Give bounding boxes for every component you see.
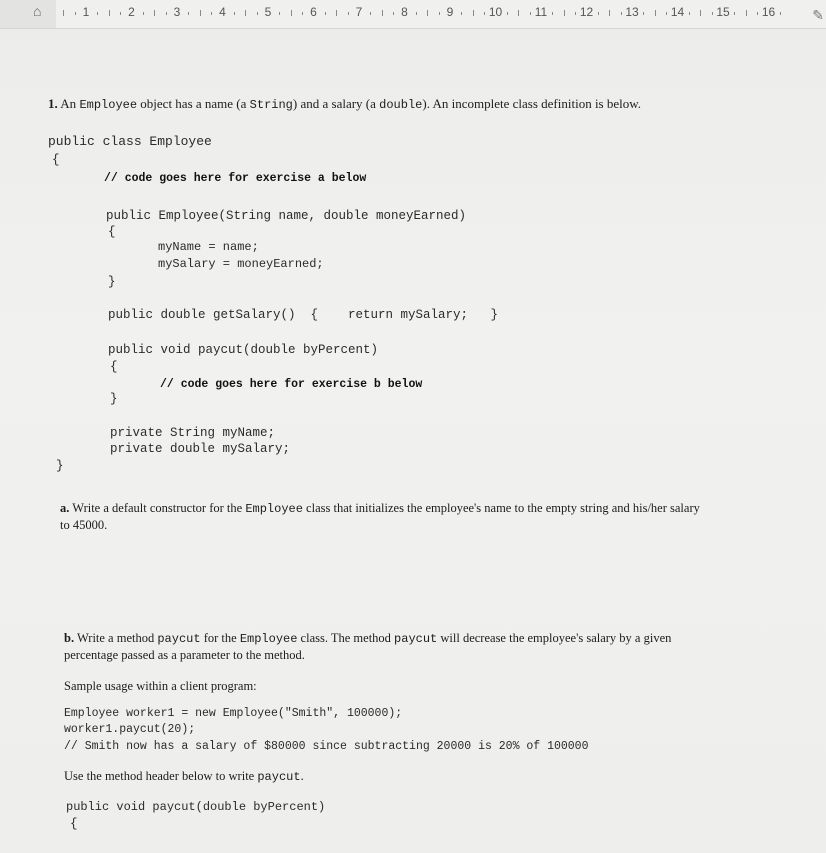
part-a-prompt (60, 500, 800, 533)
sample-code-comment: // Smith now has a salary of $80000 since subtracting 20000 is 20% of 100000 (64, 740, 589, 753)
ruler-tick (97, 12, 98, 15)
ruler-number: 10 (488, 5, 503, 19)
sample-usage-label: Sample usage within a client program: (64, 679, 257, 693)
method-header-open-brace: { (70, 817, 78, 831)
ruler-tick (734, 12, 735, 15)
part-b-code: paycut (157, 632, 201, 646)
ruler-tick (473, 10, 474, 16)
intro-code: String (249, 98, 293, 112)
intro-code: double (379, 98, 423, 112)
paycut-close-brace: } (110, 392, 118, 406)
part-b-code: paycut (394, 632, 438, 646)
ruler-tick (154, 10, 155, 16)
ruler-number: 8 (401, 5, 408, 19)
ruler-tick (575, 12, 576, 15)
constructor-signature: public Employee(String name, double moneyEarned) (106, 209, 467, 223)
part-a-text: Write a default constructor for the (69, 501, 246, 515)
comment-exercise-a: // code goes here for exercise a below (104, 172, 367, 185)
part-b-code: Employee (239, 632, 298, 646)
part-a-text: to 45000. (60, 518, 108, 532)
field-declaration: private String myName; (110, 426, 276, 440)
ruler-tick (461, 12, 462, 15)
ruler-tick (348, 12, 349, 15)
question-intro (48, 96, 641, 112)
ruler-tick (302, 12, 303, 15)
class-open-brace: { (52, 153, 60, 167)
instruction-text: . (300, 769, 304, 783)
ruler-number: 3 (173, 5, 181, 19)
ruler-tick (439, 12, 440, 15)
ruler-number: 4 (219, 5, 226, 19)
ruler-tick (621, 12, 622, 15)
ruler-tick (63, 10, 64, 16)
ruler-tick (291, 10, 292, 16)
ruler-tick (382, 10, 383, 16)
ruler-tick (507, 12, 508, 15)
intro-code: Employee (79, 98, 138, 112)
constructor-close-brace: } (108, 275, 116, 289)
field-declaration: private double mySalary; (110, 442, 291, 456)
ruler-tick (564, 10, 565, 16)
ruler-tick (211, 12, 212, 15)
ruler-tick (712, 12, 713, 15)
ruler-tick (143, 12, 144, 15)
ruler-number: 13 (625, 5, 639, 19)
paycut-signature: public void paycut(double byPercent) (108, 343, 379, 357)
ruler-tick (643, 12, 644, 15)
ruler-tick (530, 12, 531, 15)
indent-marker-icon[interactable]: ⌂ (33, 5, 42, 20)
ruler[interactable] (0, 0, 826, 29)
part-a-code: Employee (245, 502, 303, 516)
pencil-icon[interactable]: ✎ (812, 9, 824, 24)
ruler-tick (325, 12, 326, 15)
ruler-number: 16 (761, 5, 776, 19)
ruler-tick (416, 12, 417, 15)
ruler-tick (75, 12, 76, 15)
part-b-label: b. (64, 631, 75, 645)
instruction-text: Use the method header below to write (64, 769, 258, 783)
instruction-code: paycut (257, 770, 301, 784)
ruler-tick (279, 12, 280, 15)
ruler-tick (689, 12, 690, 15)
ruler-tick (746, 10, 747, 16)
ruler-number: 2 (128, 5, 135, 19)
intro-text: object has a name (a (137, 96, 250, 111)
ruler-tick (780, 12, 781, 15)
ruler-tick (427, 10, 428, 16)
ruler-number: 12 (579, 5, 594, 19)
intro-text: ). An incomplete class definition is below. (422, 96, 642, 111)
ruler-tick (757, 12, 758, 15)
ruler-tick (700, 10, 701, 16)
part-a-label: a. (60, 501, 70, 515)
part-b-text: Write a method (74, 631, 158, 645)
ruler-tick (336, 10, 337, 16)
ruler-tick (257, 12, 258, 15)
constructor-open-brace: { (108, 225, 116, 239)
ruler-tick (393, 12, 394, 15)
ruler-tick (518, 10, 519, 16)
ruler-tick (109, 10, 110, 16)
paycut-open-brace: { (110, 360, 118, 374)
getter-method: public double getSalary() { return mySalary; } (108, 308, 499, 322)
part-b-text: percentage passed as a parameter to the method. (64, 648, 305, 662)
ruler-tick (655, 10, 656, 16)
ruler-number: 9 (446, 5, 454, 19)
constructor-body-line: mySalary = moneyEarned; (158, 257, 324, 271)
ruler-tick (484, 12, 485, 15)
intro-text: An (60, 96, 80, 111)
ruler-tick (245, 10, 246, 16)
ruler-margin (0, 0, 56, 28)
ruler-number: 7 (355, 5, 363, 19)
part-b-text: class. The method (297, 631, 395, 645)
ruler-tick (666, 12, 667, 15)
method-header-signature: public void paycut(double byPercent) (66, 800, 326, 814)
ruler-tick (120, 12, 121, 15)
ruler-tick (166, 12, 167, 15)
question-number: 1. (48, 96, 58, 111)
ruler-number: 5 (264, 5, 272, 19)
sample-code-line: worker1.paycut(20); (64, 723, 196, 736)
ruler-number: 1 (82, 5, 90, 19)
ruler-number: 6 (310, 5, 317, 19)
ruler-number: 11 (534, 5, 548, 19)
sample-code-line: Employee worker1 = new Employee("Smith", 100000); (64, 707, 403, 720)
ruler-tick (552, 12, 553, 15)
ruler-tick (598, 12, 599, 15)
intro-text: ) and a salary (a (292, 96, 380, 111)
part-a-text: class that initializes the employee's name to the empty string and his/her salary (302, 501, 700, 515)
part-b-text: will decrease the employee's salary by a given (437, 631, 672, 645)
ruler-number: 14 (670, 5, 685, 19)
constructor-body-line: myName = name; (158, 240, 259, 254)
ruler-tick (370, 12, 371, 15)
class-declaration: public class Employee (48, 134, 212, 149)
ruler-tick (200, 10, 201, 16)
class-close-brace: } (56, 459, 64, 473)
ruler-tick (188, 12, 189, 15)
method-header-instruction (64, 768, 304, 785)
part-b-text: for the (200, 631, 240, 645)
ruler-tick (609, 10, 610, 16)
comment-exercise-b: // code goes here for exercise b below (160, 378, 423, 391)
ruler-number: 15 (716, 5, 730, 19)
part-b-prompt (64, 630, 784, 663)
ruler-tick (234, 12, 235, 15)
